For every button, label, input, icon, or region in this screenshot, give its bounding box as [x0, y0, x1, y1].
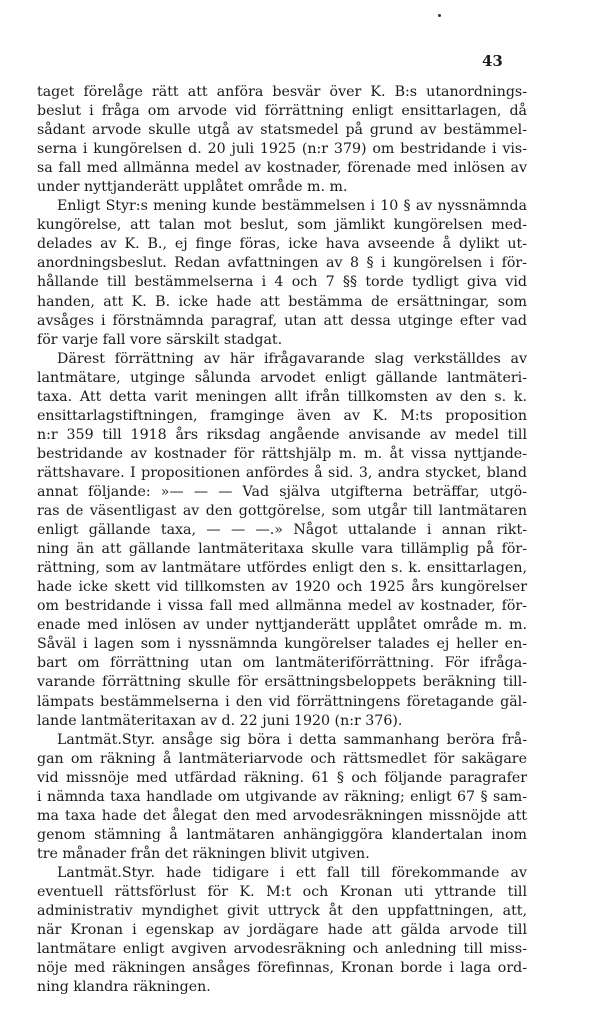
text-line: för varje fall vore särskilt stadgat.	[37, 331, 283, 348]
text-line: om bestridande i vissa fall med allmänna medel av kostnader, för-	[37, 598, 527, 615]
text-line: Därest förrättning av här ifrågavarande slag verkställdes av	[57, 350, 527, 367]
text-line: avsåges i förstnämnda paragraf, utan att dessa utginge efter vad	[37, 312, 527, 329]
text-line: kungörelse, att talan mot beslut, som jämlikt kungörelsen med-	[37, 217, 527, 234]
text-line: ning än att gällande lantmäteritaxa skulle vara tillämplig på för-	[37, 541, 527, 558]
text-line: lantmätare, utginge sålunda arvodet enligt gällande lantmäteri-	[37, 369, 527, 386]
text-line: genom stämning å lantmätaren anhängiggöra klandertalan inom	[37, 826, 527, 843]
text-line: bestridande av kostnader för rättshjälp m. m. åt vissa nyttjande-	[37, 445, 527, 462]
text-line: ras de väsentligast av den gottgörelse, som utgår till lantmätaren	[37, 503, 527, 520]
text-line: enligt gällande taxa, — — —.» Något uttalande i annan rikt-	[37, 522, 527, 539]
text-line: administrativ myndighet givit uttryck åt den uppfattningen, att,	[37, 903, 527, 920]
text-line: rättning, som av lantmätare utfördes enligt den s. k. ensittarlagen,	[37, 560, 527, 577]
text-line: n:r 359 till 1918 års riksdag angående anvisande av medel till	[37, 426, 527, 443]
text-line: bart om förrättning utan om lantmäteriförrättning. För ifråga-	[37, 655, 527, 672]
text-line: rättshavare. I propositionen anfördes å sid. 3, andra stycket, bland	[37, 464, 527, 481]
text-line: ma taxa hade det ålegat den med arvodesräkningen missnöjde att	[37, 807, 527, 824]
text-line: ning klandra räkningen.	[37, 979, 211, 996]
text-line: när Kronan i egenskap av jordägare hade att gälda arvode till	[37, 922, 527, 939]
text-line: Lantmät.Styr. ansåge sig böra i detta sammanhang beröra frå-	[57, 731, 527, 748]
text-line: delades av K. B., ej finge föras, icke hava avseende å dylikt ut-	[37, 236, 527, 253]
text-line: handen, att K. B. icke hade att bestämma de ersättningar, som	[37, 293, 527, 310]
text-line: vid missnöje med utfärdad räkning. 61 § och följande paragrafer	[37, 769, 527, 786]
page-number: 43	[482, 52, 503, 70]
text-line: ensittarlagstiftningen, framginge även av K. M:ts proposition	[37, 407, 527, 424]
text-line: anordningsbeslut. Redan avfattningen av 8 § i kungörelsen i för-	[37, 255, 527, 272]
text-line: taxa. Att detta varit meningen allt ifrån tillkomsten av den s. k.	[37, 388, 527, 405]
text-line: hållande till bestämmelserna i 4 och 7 §§ torde tydligt giva vid	[37, 274, 527, 291]
text-line: Lantmät.Styr. hade tidigare i ett fall till förekommande av	[57, 864, 527, 881]
text-line: Såväl i lagen som i nyssnämnda kungörelser talades ej heller en-	[37, 636, 527, 653]
text-line: eventuell rättsförlust för K. M:t och Kronan uti yttrande till	[37, 883, 527, 900]
text-line: hade icke skett vid tillkomsten av 1920 och 1925 års kungörelser	[37, 579, 527, 596]
text-line: beslut i fråga om arvode vid förrättning enligt ensittarlagen, då	[37, 103, 527, 120]
text-line: varande förrättning skulle för ersättningsbeloppets beräkning till-	[37, 674, 527, 691]
text-line: sa fall med allmänna medel av kostnader, förenade med inlösen av	[37, 160, 527, 177]
text-line: lantmätare enligt avgiven arvodesräkning och anledning till miss-	[37, 941, 527, 958]
text-line: under nyttjanderätt upplåtet område m. m.	[37, 179, 348, 196]
paragraph	[37, 83, 527, 197]
text-line: serna i kungörelsen d. 20 juli 1925 (n:r 379) om bestridande i vis-	[37, 141, 527, 158]
text-line: enade med inlösen av under nyttjanderätt upplåtet område m. m.	[37, 617, 527, 634]
text-line: i nämnda taxa handlade om utgivande av räkning; enligt 67 § sam-	[37, 788, 527, 805]
text-line: lande lantmäteritaxan av d. 22 juni 1920 (n:r 376).	[37, 712, 403, 729]
text-line: gan om räkning å lantmäteriarvode och rättsmedlet för sakägare	[37, 750, 527, 767]
paragraph	[37, 197, 527, 349]
body-text	[37, 83, 527, 997]
paragraph	[37, 350, 527, 731]
scan-speck	[438, 14, 441, 17]
text-line: lämpats bestämmelserna i den vid förrättningens företagande gäl-	[37, 693, 527, 710]
text-line: annat följande: »— — — Vad själva utgifterna beträffar, utgö-	[37, 483, 527, 500]
paragraph	[37, 864, 527, 997]
paragraph	[37, 731, 527, 864]
text-line: tre månader från det räkningen blivit utgiven.	[37, 845, 370, 862]
text-line: sådant arvode skulle utgå av statsmedel på grund av bestämmel-	[37, 122, 527, 139]
text-line: taget förelåge rätt att anföra besvär över K. B:s utanordnings-	[37, 84, 527, 100]
text-line: Enligt Styr:s mening kunde bestämmelsen i 10 § av nyssnämnda	[57, 198, 527, 215]
text-line: nöje med räkningen ansåges förefinnas, Kronan borde i laga ord-	[37, 960, 527, 977]
